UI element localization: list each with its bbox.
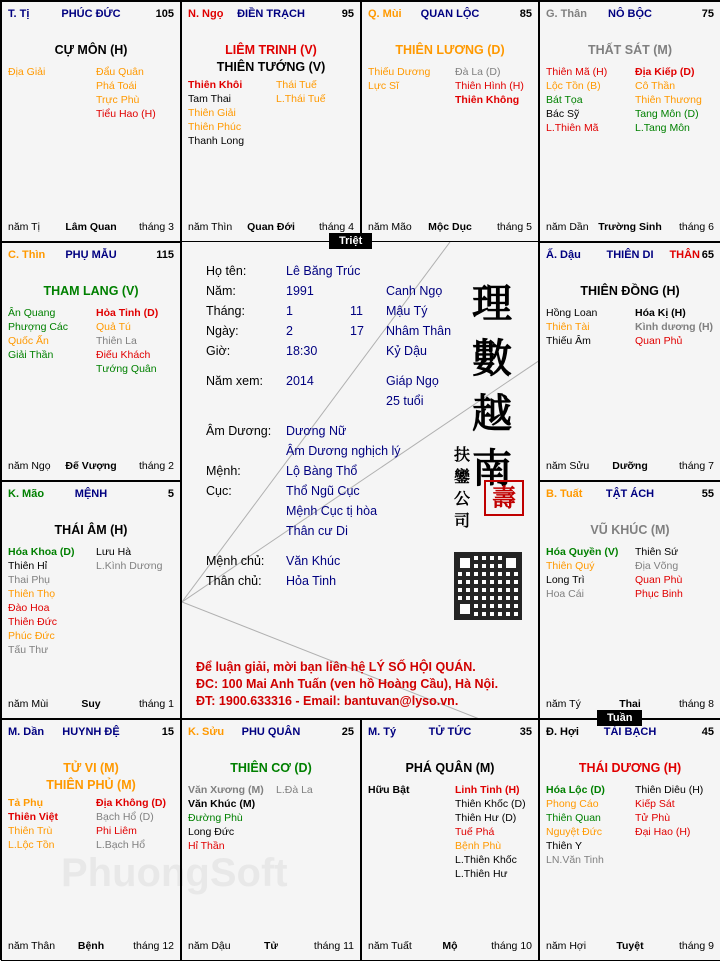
palace-name: PHU QUÂN [241, 726, 301, 738]
minor-star: Giải Thần [8, 349, 54, 361]
cuc-label: Cục: [206, 484, 232, 498]
minor-stars-left [8, 545, 75, 657]
hour-label: Giờ: [206, 344, 231, 358]
minor-stars-right [96, 306, 158, 376]
day-lunar: 17 [350, 324, 364, 338]
minor-star: L.Thiên Mã [546, 122, 599, 134]
minor-star: Thiên Khốc (D) [455, 798, 526, 810]
minor-star: Cô Thần [635, 80, 676, 92]
life-stage: Đế Vượng [65, 460, 117, 472]
thanchu-label: Thân chủ: [206, 574, 262, 588]
minor-star: Thiên Thọ [8, 588, 56, 600]
minor-stars-left [8, 796, 58, 852]
seal-stamp: 壽 [484, 480, 524, 516]
minor-star: Quốc Ấn [8, 335, 49, 347]
contact-line-2: ĐC: 100 Mai Anh Tuấn (ven hồ Hoàng Cầu), Hà Nội. [196, 677, 499, 691]
minor-star: Tả Phụ [8, 797, 44, 809]
minor-star: Quan Phù [635, 574, 683, 586]
minor-star: L.Kình Dương [96, 560, 163, 572]
minor-star: Long Đức [188, 826, 235, 838]
year-label: năm Tuất [368, 940, 412, 952]
minor-star: Hồng Loan [546, 307, 598, 319]
watermark: PhuongSoft [61, 851, 288, 895]
view-year-value: 2014 [286, 374, 314, 388]
life-stage: Tử [263, 940, 279, 952]
year-label: năm Hợi [546, 940, 587, 952]
palace-footer [546, 940, 714, 954]
main-star: THIÊN TƯỚNG (V) [216, 60, 326, 74]
main-star: THAM LANG (V) [43, 284, 139, 298]
palace-branch: K. Sửu [188, 726, 225, 738]
minor-star: Văn Khúc (M) [188, 798, 256, 810]
month-label: tháng 10 [491, 940, 532, 952]
amduong-value-1: Dương Nữ [286, 424, 347, 438]
year-label: Năm: [206, 284, 236, 298]
year-label: năm Ngọ [8, 460, 51, 472]
cuc-value-1: Thổ Ngũ Cục [286, 484, 360, 498]
minor-star: Long Trì [546, 574, 585, 586]
month-label: tháng 3 [138, 221, 174, 233]
palace-cell-dan[interactable] [1, 719, 181, 961]
amduong-value-2: Âm Dương nghịch lý [286, 444, 401, 458]
main-star: LIÊM TRINH (V) [225, 43, 317, 57]
minor-star: Ân Quang [8, 307, 56, 319]
palace-number: 25 [341, 726, 354, 738]
palace-cell-hoi[interactable] [539, 719, 720, 961]
minor-star: Thiên Việt [8, 811, 58, 823]
minor-star: Điếu Khách [96, 349, 151, 361]
company-char: 鑾 [454, 467, 471, 486]
palace-footer [546, 460, 714, 474]
qr-code [454, 552, 522, 620]
month-lunar: 11 [350, 304, 363, 318]
minor-star: Đào Hoa [8, 602, 50, 614]
palace-name: HUYNH ĐỆ [62, 726, 120, 738]
palace-cell-tuat[interactable] [539, 481, 720, 719]
minor-star: Tiểu Hao (H) [96, 108, 156, 120]
palace-branch: M. Dần [8, 726, 45, 738]
month-label: tháng 12 [133, 940, 174, 952]
year-label: năm Mùi [8, 698, 49, 710]
month-label: tháng 1 [138, 698, 174, 710]
minor-stars-right [635, 545, 683, 601]
day-solar: 2 [286, 324, 293, 338]
minor-stars-left [546, 306, 597, 348]
day-can: Nhâm Thân [386, 324, 452, 338]
minor-star: Thiếu Dương [368, 66, 431, 78]
minor-star: Kiếp Sát [635, 798, 675, 810]
minor-star: Thiên Mã (H) [546, 66, 608, 78]
palace-name: TỬ TỨC [428, 726, 472, 738]
month-label: tháng 4 [318, 221, 354, 233]
main-star: VŨ KHÚC (M) [590, 523, 670, 537]
minor-star: L.Tang Môn [635, 122, 690, 134]
thanchu-value: Hỏa Tinh [286, 574, 337, 588]
minor-stars-right [635, 65, 702, 135]
life-stage: Bệnh [77, 940, 105, 952]
minor-stars-left [8, 65, 45, 79]
life-stage: Mộ [442, 940, 458, 952]
palace-cell-mui[interactable] [361, 1, 539, 242]
triet-tag: Triệt [329, 233, 372, 249]
minor-star: Thiên Hỉ [8, 560, 48, 572]
minor-star: Thiếu Âm [546, 335, 591, 347]
menh-value: Lộ Bàng Thổ [286, 464, 358, 478]
name-label: Họ tên: [206, 264, 247, 278]
minor-star: Phong Cáo [546, 798, 599, 810]
minor-stars-right [455, 65, 524, 107]
month-label: tháng 7 [678, 460, 714, 472]
minor-star: Thiên Quan [546, 812, 601, 824]
minor-star: Kình dương (H) [635, 321, 714, 333]
minor-star: Thái Tuế [276, 79, 317, 91]
main-star: CỰ MÔN (H) [54, 43, 128, 57]
minor-star: L.Thiên Hư [455, 868, 508, 880]
minor-star: Thiên Y [546, 840, 582, 852]
minor-star: Thiên Không [455, 94, 520, 106]
minor-star: L.Bạch Hổ [96, 839, 146, 851]
palace-cell-dau[interactable] [539, 242, 720, 481]
calligraphy-char: 數 [472, 335, 512, 382]
minor-star: Phượng Các [8, 321, 69, 333]
minor-stars-right [276, 78, 326, 106]
minor-star: Tam Thai [188, 93, 231, 105]
minor-star: Tuế Phá [455, 826, 495, 838]
minor-stars-left [368, 783, 409, 797]
minor-star: Tướng Quân [96, 363, 157, 375]
palace-footer [368, 221, 532, 235]
contact-line-1: Để luận giải, mời bạn liên hệ LÝ SỐ HỘI QUÁN. [196, 660, 476, 674]
palace-header [188, 726, 354, 740]
minor-star: Nguyệt Đức [546, 826, 603, 838]
minor-star: Địa Võng [635, 560, 679, 572]
palace-cell-ti[interactable] [1, 1, 181, 242]
minor-star: LN.Văn Tinh [546, 854, 604, 866]
minor-star: Hóa Lộc (D) [546, 784, 605, 796]
palace-footer [8, 221, 174, 235]
palace-header [188, 8, 354, 22]
life-stage: Trường Sinh [598, 221, 662, 233]
palace-header [8, 249, 174, 263]
main-star: THẤT SÁT (M) [587, 43, 672, 57]
minor-stars-right [455, 783, 526, 881]
year-label: năm Mão [368, 221, 412, 233]
palace-number: 45 [701, 726, 714, 738]
palace-header [8, 488, 174, 502]
palace-header [368, 8, 532, 22]
day-label: Ngày: [206, 324, 239, 338]
main-star: THÁI DƯƠNG (H) [578, 761, 682, 775]
month-label: tháng 5 [496, 221, 532, 233]
palace-name: NÔ BỘC [608, 8, 652, 20]
minor-star: Lộc Tồn (B) [546, 80, 601, 92]
palace-footer [368, 940, 532, 954]
hour-can: Kỷ Dậu [386, 344, 427, 358]
minor-star: Thai Phụ [8, 574, 51, 586]
minor-star: Tấu Thư [8, 644, 49, 656]
palace-branch: G. Thân [546, 8, 587, 20]
hour-value: 18:30 [286, 344, 318, 358]
palace-number: 65 [701, 249, 714, 261]
minor-star: Thiên Giải [188, 107, 236, 119]
company-char: 公 [454, 489, 471, 508]
minor-star: Địa Giải [8, 66, 46, 78]
palace-number: 35 [519, 726, 532, 738]
palace-branch: Q. Mùi [368, 8, 402, 20]
month-label: tháng 2 [138, 460, 174, 472]
palace-number: 115 [156, 249, 174, 261]
palace-number: 95 [341, 8, 354, 20]
minor-star: L.Lộc Tồn [8, 839, 55, 851]
minor-stars-left [188, 78, 244, 148]
palace-number: 15 [161, 726, 174, 738]
minor-stars-left [546, 65, 607, 135]
palace-header [546, 726, 714, 740]
palace-header [368, 726, 532, 740]
minor-star: Lực Sĩ [368, 80, 399, 92]
palace-footer [8, 460, 174, 474]
main-star: THIÊN ĐỒNG (H) [580, 284, 680, 298]
tuan-tag: Tuần [597, 710, 642, 726]
minor-star: Thiên Đức [8, 616, 58, 628]
palace-cell-ty[interactable] [361, 719, 539, 961]
year-label: năm Tị [8, 221, 40, 233]
minor-star: Đà La (D) [455, 66, 501, 78]
month-label: Tháng: [206, 304, 245, 318]
minor-star: Phá Toái [96, 80, 137, 92]
palace-cell-mao[interactable] [1, 481, 181, 719]
year-label: năm Sửu [546, 460, 590, 472]
minor-stars-right [635, 783, 703, 839]
company-char: 扶 [454, 445, 471, 464]
life-stage: Tuyệt [616, 940, 644, 952]
palace-footer [188, 940, 354, 954]
minor-star: Thiên Hư (D) [455, 812, 517, 824]
minor-star: Đường Phù [188, 812, 243, 824]
palace-cell-suu[interactable] [181, 719, 361, 961]
calligraphy-char: 越 [472, 390, 512, 437]
month-label: tháng 8 [678, 698, 714, 710]
qr-finder [502, 554, 520, 572]
amduong-label: Âm Dương: [206, 424, 272, 438]
life-stage: Quan Đới [247, 221, 295, 233]
minor-star: Bát Tọa [546, 94, 583, 106]
qr-finder [456, 600, 474, 618]
age-value: 25 tuổi [386, 394, 424, 408]
palace-header [546, 249, 714, 263]
palace-number: 75 [701, 8, 714, 20]
minor-stars-left [8, 306, 68, 362]
minor-star: Quả Tú [96, 321, 131, 333]
palace-branch: N. Ngọ [188, 8, 224, 20]
calligraphy-char: 理 [472, 280, 512, 327]
month-label: tháng 11 [313, 940, 354, 952]
minor-star: Phục Binh [635, 588, 683, 600]
main-star: THÁI ÂM (H) [54, 523, 128, 537]
palace-name: PHÚC ĐỨC [61, 8, 121, 20]
palace-name: ĐIỀN TRẠCH [237, 8, 305, 20]
life-stage: Suy [81, 698, 101, 710]
minor-star: Đại Hao (H) [635, 826, 691, 838]
palace-name: MỆNH [74, 488, 108, 500]
menh-label: Mệnh: [206, 464, 241, 478]
palace-branch: B. Tuất [546, 488, 583, 500]
company-char: 司 [454, 511, 471, 530]
palace-number: 55 [701, 488, 714, 500]
palace-branch: T. Tị [8, 8, 30, 20]
minor-star: L.Đà La [276, 784, 313, 796]
palace-name: PHỤ MẪU [65, 249, 117, 261]
qr-finder [456, 554, 474, 572]
name-value: Lê Băng Trúc [286, 264, 361, 278]
minor-star: L.Thiên Khốc [455, 854, 517, 866]
main-star: THIÊN LƯƠNG (D) [395, 43, 505, 57]
palace-branch: C. Thìn [8, 249, 46, 261]
minor-star: Văn Xương (M) [188, 784, 264, 796]
calligraphy-char: 南 [472, 445, 512, 492]
palace-number: 5 [167, 488, 174, 500]
minor-star: Hỉ Thần [188, 840, 225, 852]
minor-star: Thiên Trù [8, 825, 53, 837]
palace-number: 85 [519, 8, 532, 20]
minor-stars-right [96, 545, 162, 573]
minor-star: Thiên Diêu (H) [635, 784, 704, 796]
minor-star: Thiên Hình (H) [455, 80, 524, 92]
palace-cell-thin[interactable] [1, 242, 181, 481]
minor-star: Tang Môn (D) [635, 108, 699, 120]
minor-stars-left [368, 65, 430, 93]
main-star: PHÁ QUÂN (M) [405, 761, 495, 775]
year-label: năm Dậu [188, 940, 231, 952]
palace-name: QUAN LỘC [420, 8, 480, 20]
minor-star: Địa Không (D) [96, 797, 166, 809]
minor-stars-left [546, 545, 618, 601]
minor-star: Linh Tinh (H) [455, 784, 520, 796]
minor-star: Hóa Kị (H) [635, 307, 686, 319]
palace-header [8, 8, 174, 22]
cuc-value-3: Thân cư Di [286, 524, 348, 538]
minor-star: Thiên Tài [546, 321, 590, 333]
palace-branch: K. Mão [8, 488, 45, 500]
minor-star: Hóa Khoa (D) [8, 546, 75, 558]
palace-footer [8, 698, 174, 712]
palace-footer [546, 221, 714, 235]
minor-star: Bác Sỹ [546, 108, 580, 120]
year-label: năm Tý [546, 698, 581, 710]
minor-star: Tử Phù [635, 812, 671, 824]
view-year-can: Giáp Ngọ [386, 374, 439, 388]
minor-star: Lưu Hà [96, 546, 132, 558]
contact-line-3: ĐT: 1900.633316 - Email: bantuvan@lyso.vn. [196, 694, 459, 708]
cuc-value-2: Mệnh Cục tị hòa [286, 504, 378, 518]
palace-cell-than[interactable] [539, 1, 720, 242]
palace-name: TÀI BẠCH [603, 726, 657, 738]
month-label: tháng 9 [678, 940, 714, 952]
palace-number: 105 [155, 8, 174, 20]
minor-star: Đẩu Quân [96, 66, 144, 78]
minor-star: Hữu Bật [368, 784, 410, 796]
minor-star: Phúc Đức [8, 630, 55, 642]
month-label: tháng 6 [678, 221, 714, 233]
main-star: THIÊN CƠ (D) [230, 761, 312, 775]
minor-stars-right [96, 796, 166, 852]
minor-stars-right [276, 783, 313, 797]
minor-stars-left [546, 783, 605, 867]
year-label: năm Dần [546, 221, 589, 233]
menhchu-value: Văn Khúc [286, 554, 341, 568]
palace-header [8, 726, 174, 740]
life-stage: Mộc Dục [428, 221, 472, 233]
minor-star: Thiên Quý [546, 560, 595, 572]
minor-star: Thiên Phúc [188, 121, 242, 133]
minor-star: Hỏa Tinh (D) [96, 307, 159, 319]
year-value: 1991 [286, 284, 314, 298]
palace-name: THIÊN DI [606, 249, 654, 261]
life-stage: Dưỡng [612, 460, 648, 472]
minor-star: Thiên Sứ [635, 546, 679, 558]
minor-star: Quan Phủ [635, 335, 683, 347]
view-year-label: Năm xem: [206, 374, 263, 388]
minor-star: Thiên Thương [635, 94, 702, 106]
minor-star: Bạch Hổ (D) [96, 811, 154, 823]
palace-footer [8, 940, 174, 954]
year-can: Canh Ngọ [386, 284, 443, 298]
life-stage: Thai [619, 698, 641, 710]
palace-branch: Ấ. Dậu [546, 249, 581, 261]
center-panel [181, 241, 539, 719]
minor-star: Hoa Cái [546, 588, 584, 600]
month-solar: 1 [286, 304, 293, 318]
palace-header [546, 488, 714, 502]
minor-star: Thiên La [96, 335, 137, 347]
palace-branch: Đ. Hợi [546, 726, 579, 738]
minor-star: L.Thái Tuế [276, 93, 326, 105]
month-can: Mậu Tý [386, 304, 428, 318]
minor-star: Địa Kiếp (D) [635, 66, 695, 78]
year-label: năm Thân [8, 940, 56, 952]
palace-branch: M. Tý [368, 726, 397, 738]
minor-star: Thiên Khôi [188, 79, 243, 91]
main-star: THIÊN PHỦ (M) [46, 778, 136, 792]
body-palace-marker: THÂN [669, 249, 700, 261]
minor-stars-left [188, 783, 264, 853]
minor-star: Bệnh Phù [455, 840, 502, 852]
palace-header [546, 8, 714, 22]
palace-name: TẬT ÁCH [605, 488, 655, 500]
main-star: TỬ VI (M) [63, 761, 119, 775]
life-stage: Lâm Quan [65, 221, 117, 233]
minor-stars-right [96, 65, 156, 121]
minor-star: Trực Phù [96, 94, 140, 106]
year-label: năm Thìn [188, 221, 233, 233]
menhchu-label: Mệnh chủ: [206, 554, 265, 568]
minor-stars-right [635, 306, 713, 348]
minor-star: Phi Liêm [96, 825, 137, 837]
minor-star: Thanh Long [188, 135, 245, 147]
minor-star: Hóa Quyền (V) [546, 546, 619, 558]
palace-cell-ngo[interactable] [181, 1, 361, 242]
